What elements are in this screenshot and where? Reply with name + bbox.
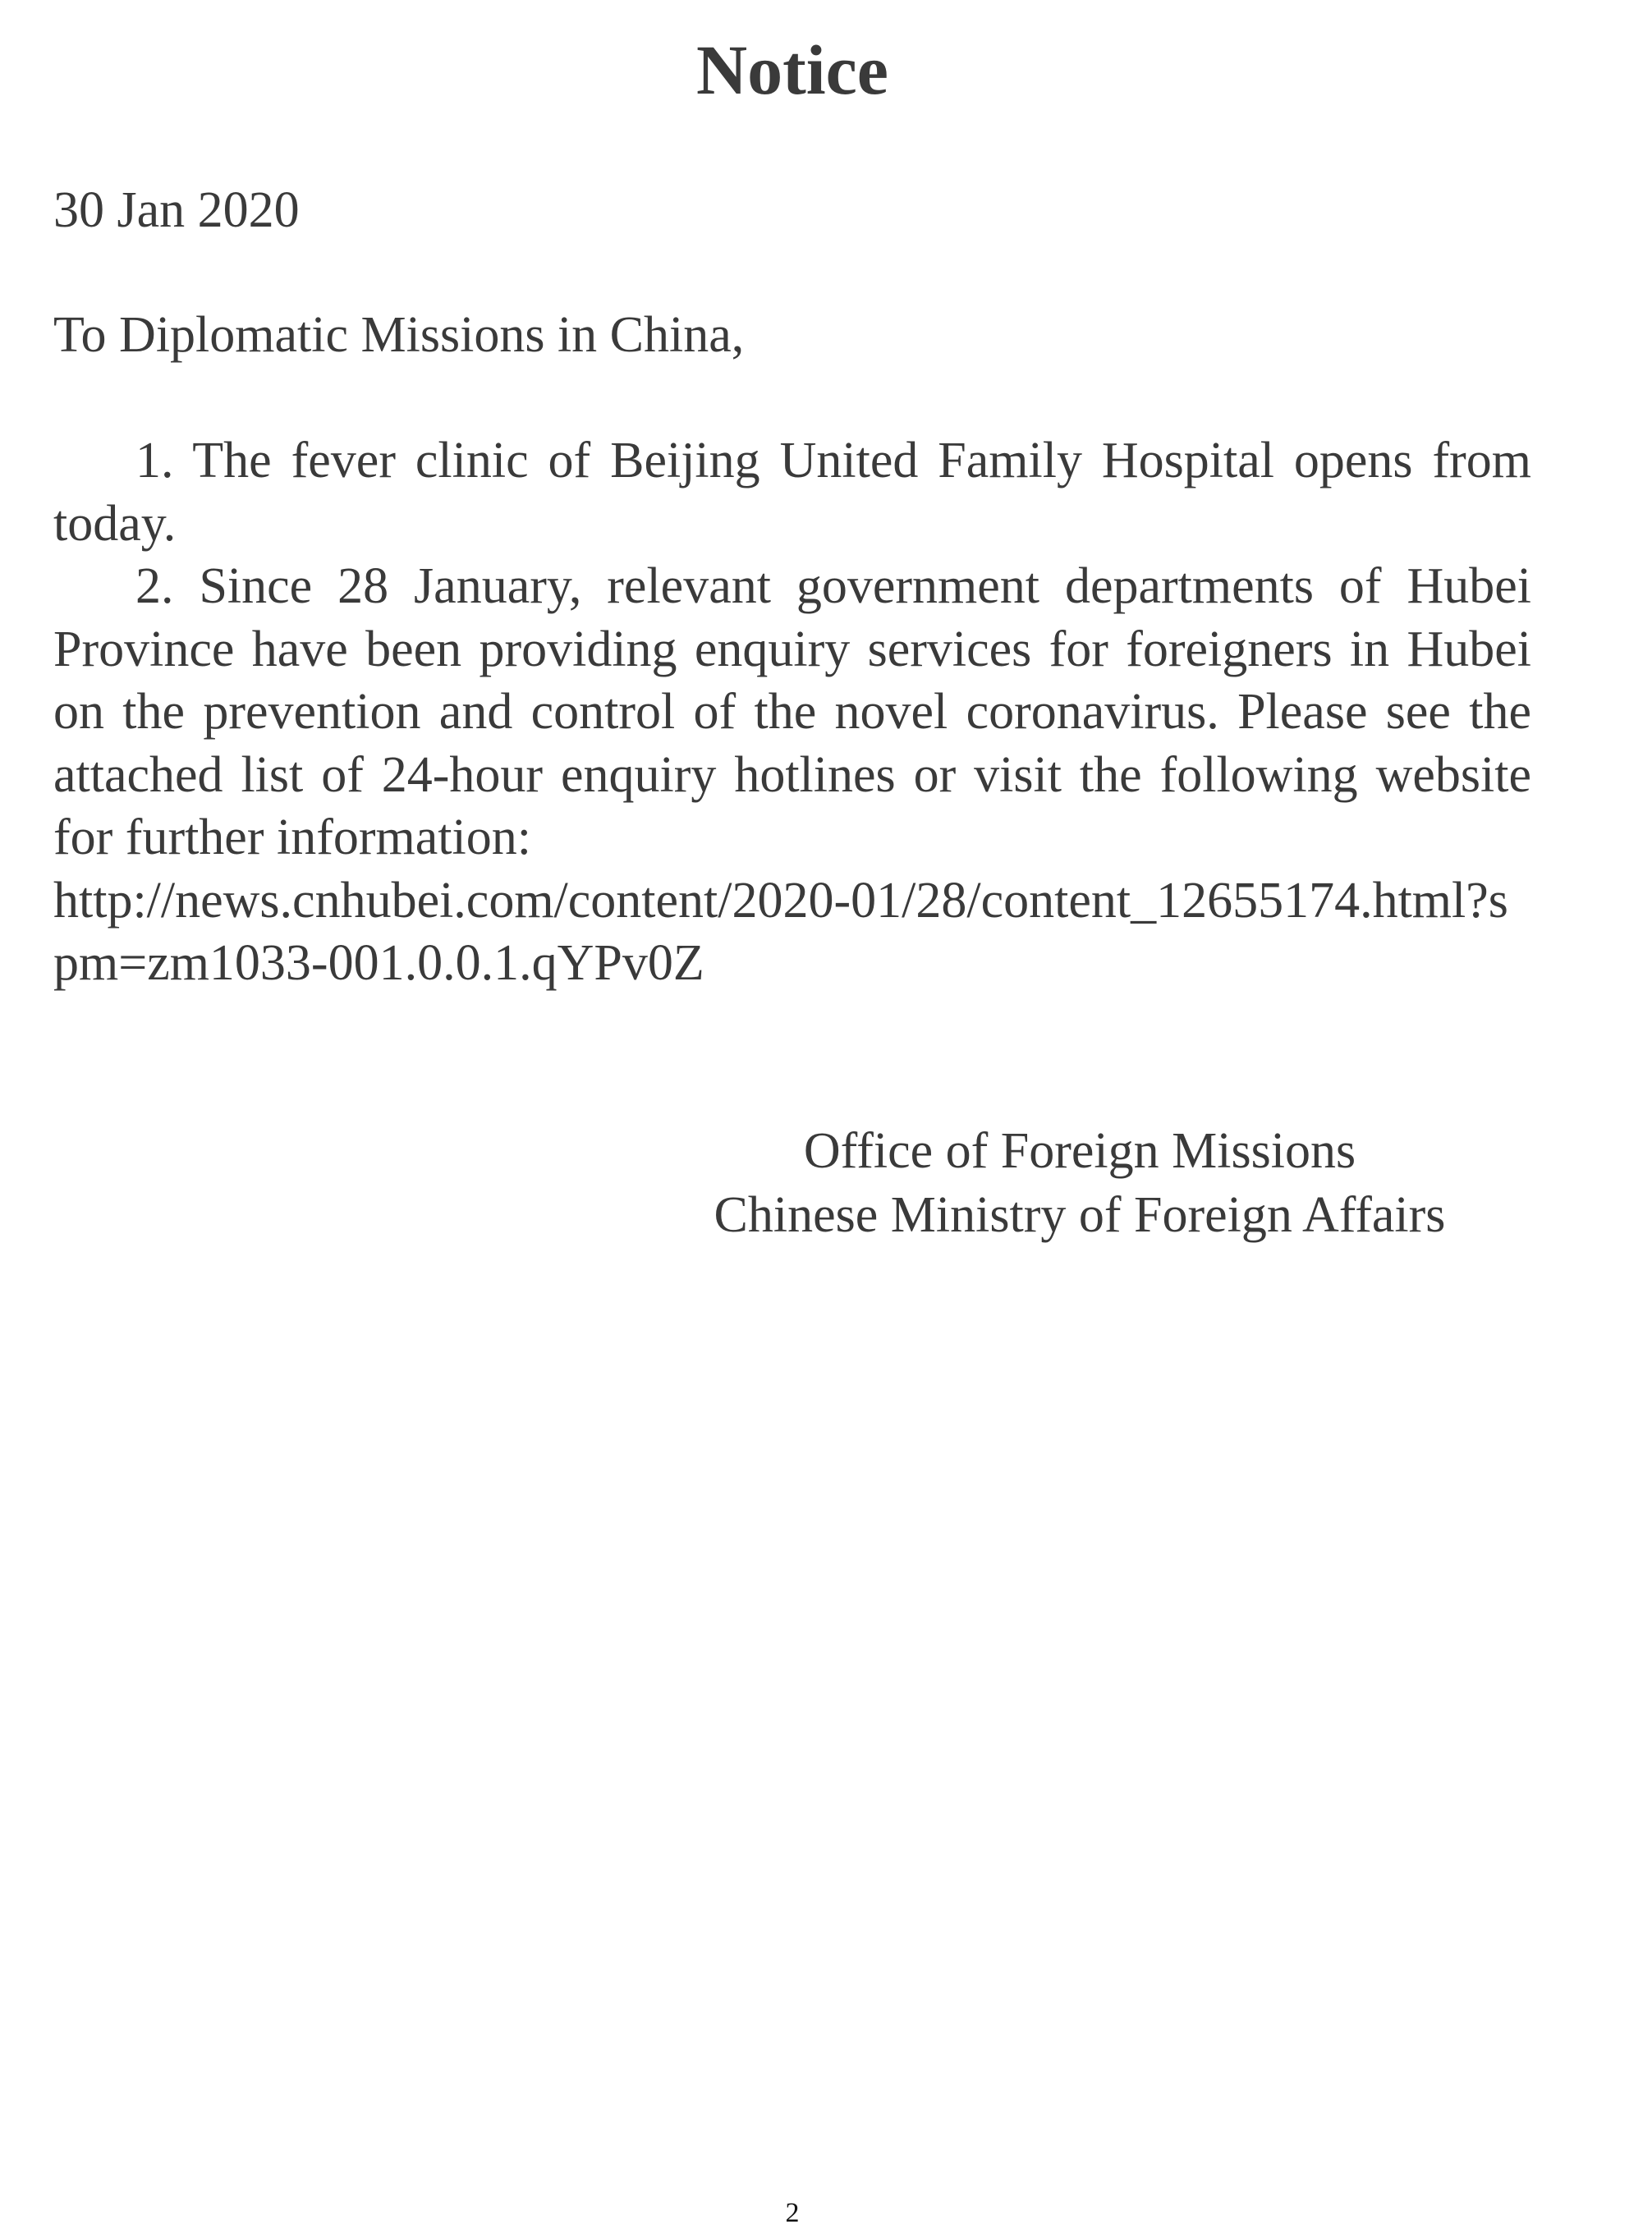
notice-item-1: 1. The fever clinic of Beijing United Family Hospital opens from today. <box>53 433 1531 552</box>
page-number: 2 <box>785 2198 800 2228</box>
notice-body <box>53 429 1531 995</box>
signature-block <box>681 1119 1478 1247</box>
signature-office: Office of Foreign Missions <box>803 1123 1356 1179</box>
notice-date: 30 Jan 2020 <box>53 182 300 238</box>
notice-title: Notice <box>696 30 888 109</box>
notice-addressee: To Diplomatic Missions in China, <box>53 307 745 363</box>
notice-item-2 <box>53 555 1531 995</box>
hubei-info-url: http://news.cnhubei.com/content/2020-01/28/content_12655174.html?spm=zm1033-001.0.0.1.qYPv0Z <box>53 872 1508 991</box>
signature-ministry: Chinese Ministry of Foreign Affairs <box>714 1187 1446 1243</box>
notice-item-2-text: 2. Since 28 January, relevant government departments of Hubei Province have been providing enquiry services for foreigners in Hubei on the prevention and control of the novel coronavirus. Please see the attached list of 24-hour enquiry hotlines or visit the following website for further information: <box>53 558 1531 865</box>
